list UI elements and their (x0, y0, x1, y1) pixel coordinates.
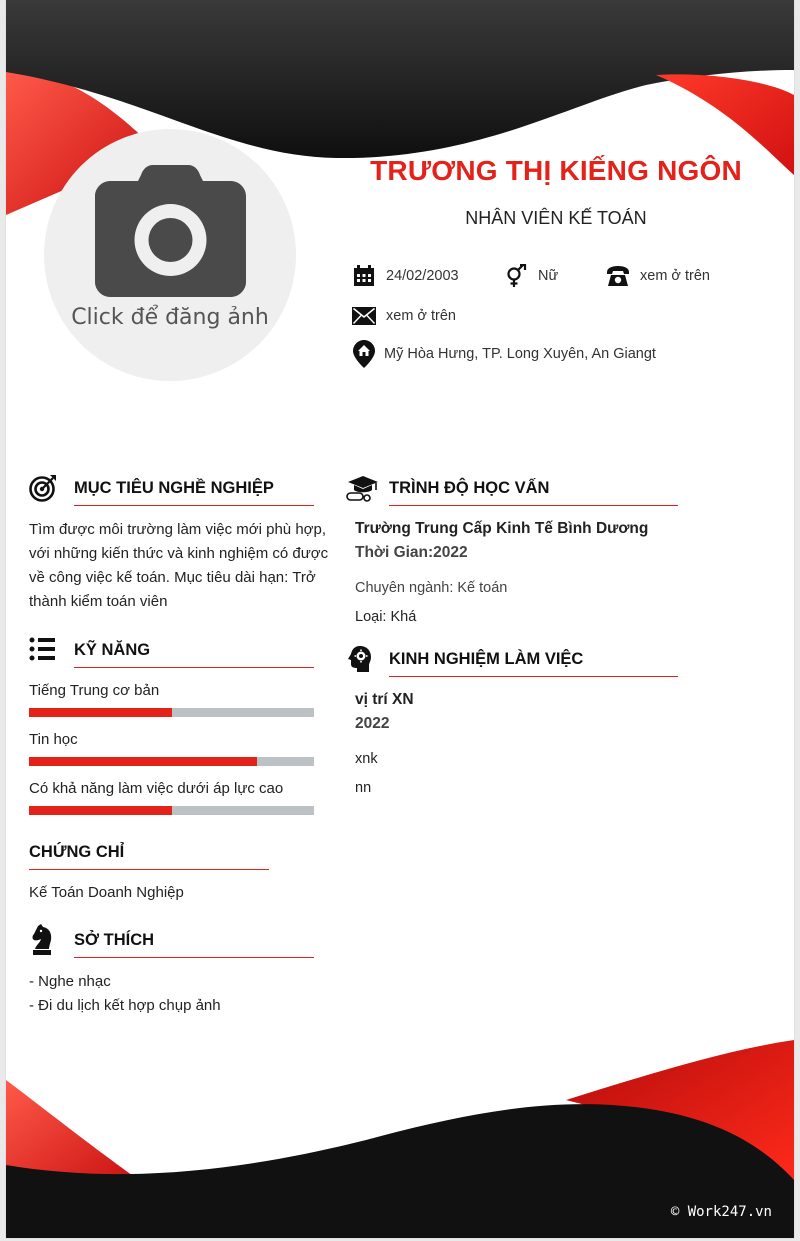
phone-value: xem ở trên (640, 268, 710, 284)
education-major: Chuyên ngành: Kế toán (355, 580, 508, 596)
education-time: Thời Gian:2022 (355, 544, 468, 561)
experience-company: xnk (355, 751, 378, 767)
hobby-item: - Nghe nhạc (29, 973, 111, 990)
education-divider (389, 505, 678, 506)
skill-bar (29, 757, 314, 766)
job-title: NHÂN VIÊN KẾ TOÁN (465, 208, 647, 228)
education-grade: Loại: Khá (355, 609, 417, 625)
skill-bar (29, 806, 314, 815)
objective-section-header (29, 474, 319, 510)
birthday-value: 24/02/2003 (386, 268, 459, 284)
objective-line: về công việc kế toán. Mục tiêu dài hạn: Trở (29, 569, 316, 586)
hobbies-title: SỞ THÍCH (74, 931, 155, 949)
objective-text (29, 518, 329, 614)
experience-title: KINH NGHIỆM LÀM VIỆC (389, 650, 584, 668)
envelope-icon (352, 304, 376, 328)
target-icon (29, 474, 57, 502)
gender-value: Nữ (538, 268, 559, 284)
hobbies-divider (74, 957, 314, 958)
certificates-divider (29, 869, 269, 870)
experience-year: 2022 (355, 715, 390, 732)
skill-bar-fill (29, 708, 172, 717)
skill-bar-fill (29, 757, 257, 766)
skills-divider (74, 667, 314, 668)
school-name: Trường Trung Cấp Kinh Tế Bình Dương (355, 520, 649, 537)
objective-divider (74, 505, 314, 506)
birthday-item (352, 264, 459, 288)
experience-position: vị trí XN (355, 691, 414, 708)
list-icon (29, 636, 57, 664)
skill-bar (29, 708, 314, 717)
gender-icon (504, 264, 528, 288)
address-item (352, 342, 656, 366)
phone-icon (606, 264, 630, 288)
gender-item (504, 264, 558, 288)
email-value: xem ở trên (386, 308, 456, 324)
email-item (352, 304, 456, 328)
certificates-section-header (29, 838, 279, 874)
candidate-name: TRƯƠNG THỊ KIẾNG NGÔN (370, 155, 742, 186)
phone-item (606, 264, 710, 288)
objective-line: với những kiến thức và kinh nghiệm có được (29, 545, 329, 562)
experience-description: nn (355, 780, 372, 796)
photo-label: Click để đăng ảnh (71, 305, 269, 330)
address-value: Mỹ Hòa Hưng, TP. Long Xuyên, An Giangt (384, 346, 656, 362)
calendar-icon (352, 264, 376, 288)
objective-title: MỤC TIÊU NGHỀ NGHIỆP (74, 479, 274, 497)
experience-section-header (346, 645, 686, 681)
chess-knight-icon (29, 926, 57, 954)
certificates-title: CHỨNG CHỈ (29, 843, 125, 861)
education-section-header (346, 474, 686, 510)
skill-name: Có khả năng làm việc dưới áp lực cao (29, 780, 284, 797)
skills-title: KỸ NĂNG (74, 641, 151, 659)
education-title: TRÌNH ĐỘ HỌC VẤN (389, 479, 550, 497)
graduation-cap-icon (346, 474, 380, 502)
skill-bar-fill (29, 806, 172, 815)
watermark: © Work247.vn (670, 1204, 772, 1220)
head-gear-icon (346, 645, 374, 673)
map-marker-icon (352, 342, 376, 366)
skill-name: Tin học (29, 731, 78, 748)
certificate-item: Kế Toán Doanh Nghiệp (29, 884, 184, 901)
hobby-item: - Đi du lịch kết hợp chụp ảnh (29, 997, 221, 1014)
experience-divider (389, 676, 678, 677)
photo-upload[interactable] (44, 129, 296, 381)
objective-line: thành kiểm toán viên (29, 593, 168, 610)
cv-page (6, 0, 794, 1238)
skills-section-header (29, 636, 319, 672)
hobbies-section-header (29, 926, 319, 962)
camera-icon (95, 165, 246, 297)
skill-name: Tiếng Trung cơ bản (29, 682, 160, 699)
objective-line: Tìm được môi trường làm việc mới phù hợp, (29, 521, 327, 538)
